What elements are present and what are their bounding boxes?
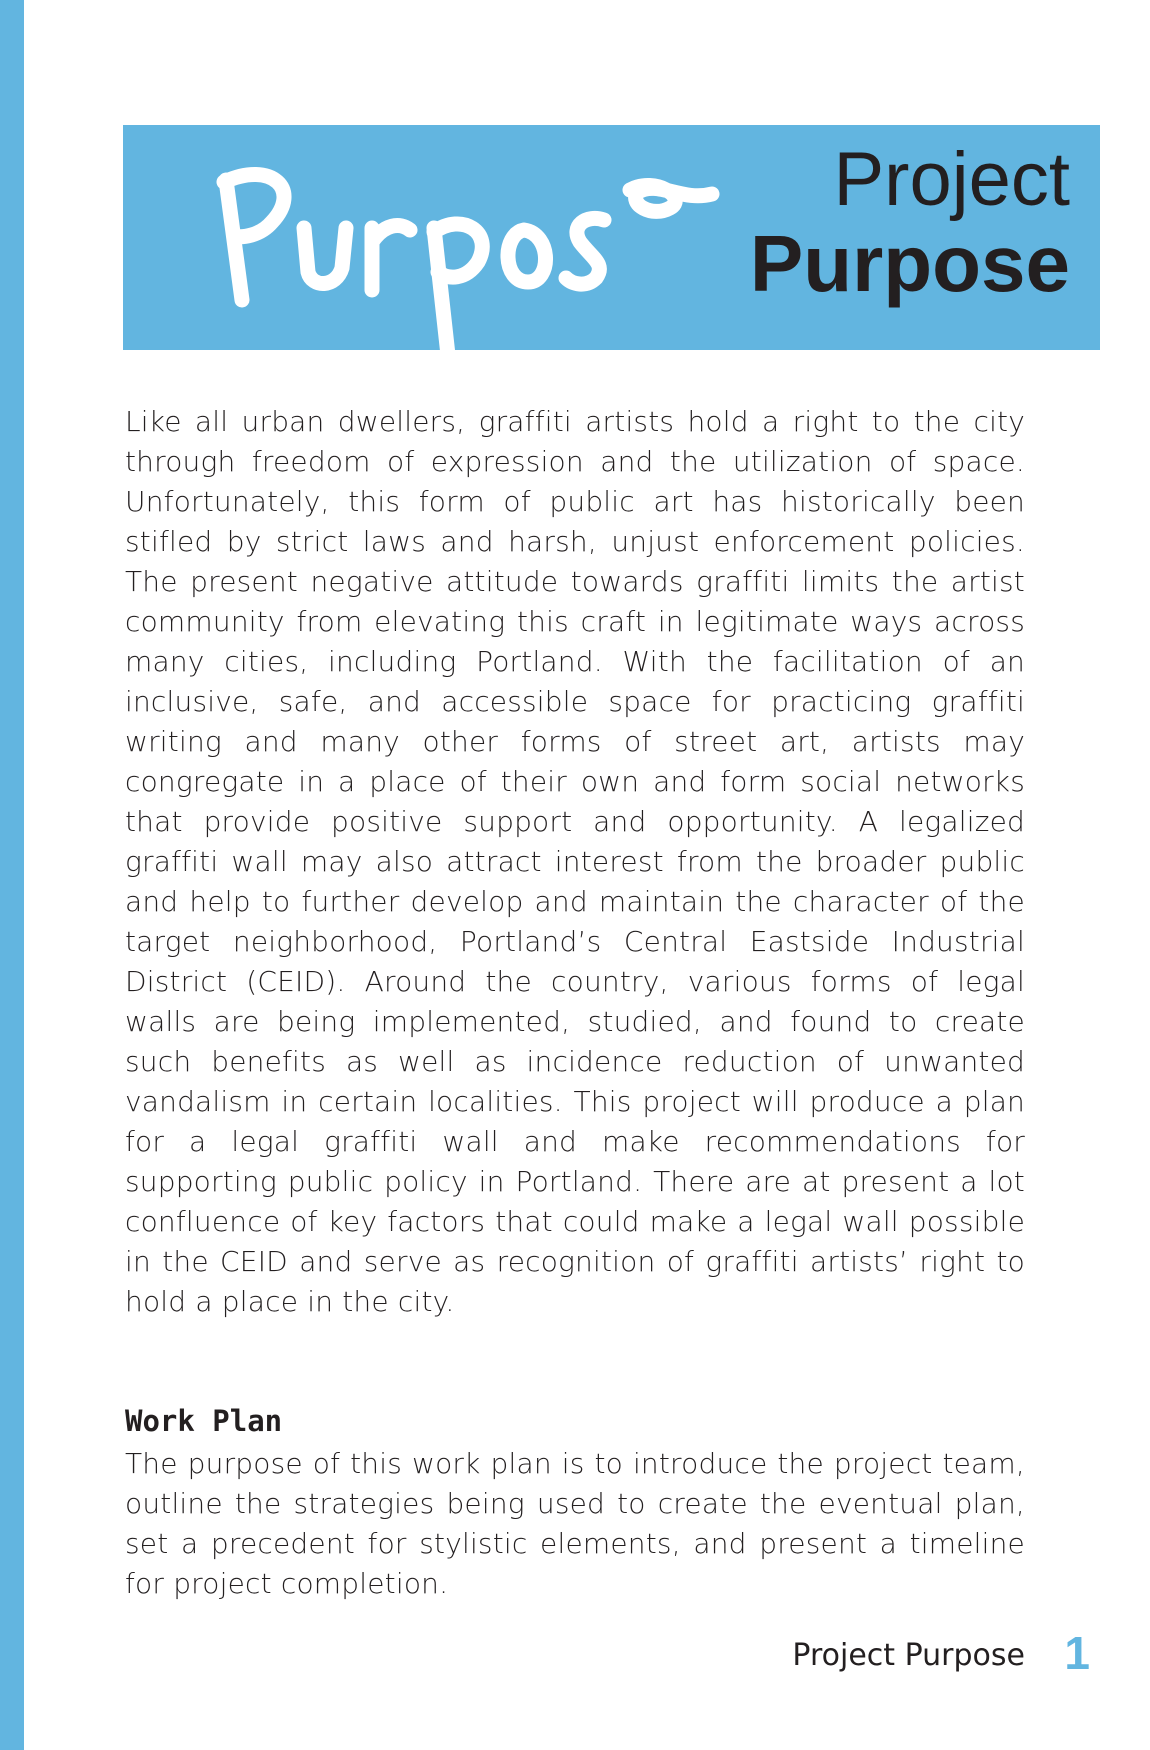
work-plan-paragraph: The purpose of this work plan is to introduce the project team, outline the strategies being used to create the eventual plan, set a precedent for stylistic elements, and present a timeline for project completion.: [125, 1447, 1025, 1600]
page-number: 1: [1064, 1627, 1090, 1679]
title-line-purpose: Purpose: [749, 218, 1070, 308]
page-title: [749, 137, 1070, 308]
footer-section-label: Project Purpose: [792, 1638, 1025, 1673]
title-line-project: Project: [833, 137, 1070, 222]
side-accent-bar: [0, 0, 24, 1750]
brush-lettering-purpose: [212, 150, 752, 360]
body-paragraph: Like all urban dwellers, graffiti artists hold a right to the city through freedom of expression and the utilization of space. Unfortunately, this form of public art has historically been stifled by strict laws and harsh, unjust enforcement policies. The present negative attitude towards graffiti limits the artist community from elevating this craft in legitimate ways across many cities, including Portland. With the facilitation of an inclusive, safe, and accessible space for practicing graffiti writing and many other forms of street art, artists may congregate in a place of their own and form social networks that provide positive support and opportunity. A legalized graffiti wall may also attract interest from the broader public and help to further develop and maintain the character of the target neighborhood, Portland’s Central Eastside Industrial District (CEID). Around the country, various forms of legal walls are being implemented, studied, and found to create such benefits as well as incidence reduction of unwanted vandalism in certain localities. This project will produce a plan for a legal graffiti wall and make recommendations for supporting public policy in Portland. There are at present a lot confluence of key factors that could make a legal wall possible in the CEID and serve as recognition of graffiti artists’ right to hold a place in the city.: [125, 405, 1025, 1318]
work-plan-heading: Work Plan: [125, 1404, 283, 1438]
